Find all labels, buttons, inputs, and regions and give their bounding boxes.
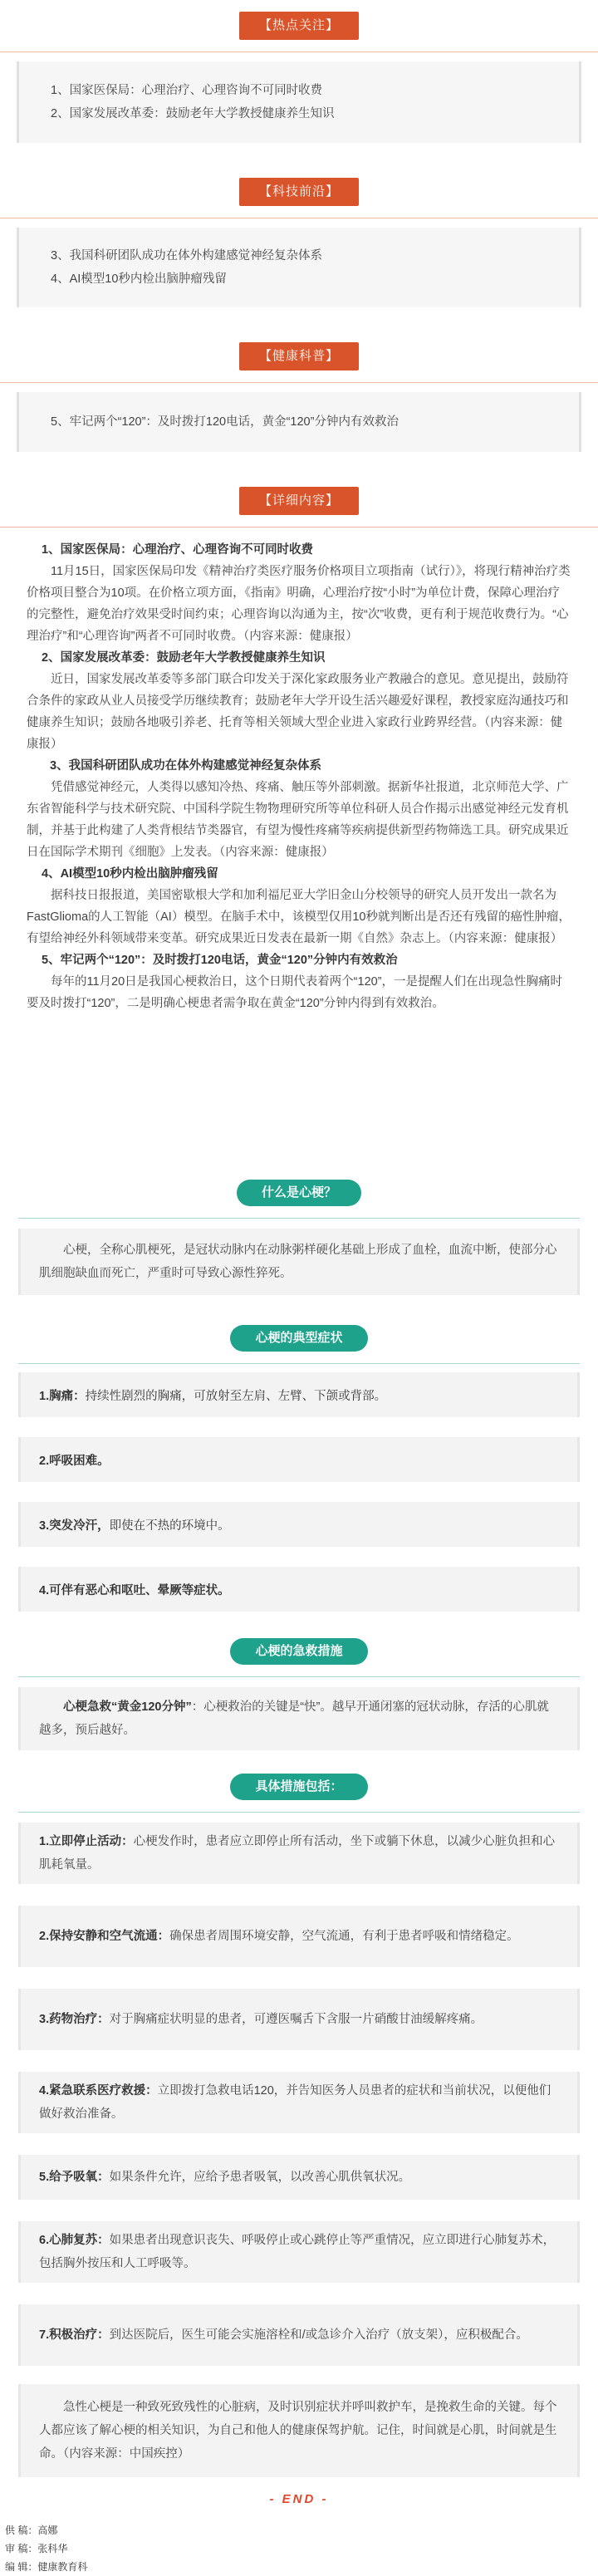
measure-label: 3.药物治疗：	[39, 2013, 110, 2026]
symptom-item	[18, 1372, 580, 1417]
symptom-text: 即使在不热的环境中。	[109, 1519, 230, 1533]
symptom-label: 3.突发冷汗，	[39, 1519, 110, 1533]
credit-review: 审 稿：张科华	[5, 2543, 68, 2554]
symptom-item	[18, 1437, 580, 1482]
closing-text: 急性心梗是一种致死致残性的心脏病，及时识别症状并呼叫救护车，是挽救生命的关键。每个人都应该了解心梗的相关知识，为自己和他人的健康保驾护航。记住，时间就是心肌，时间就是生命。（内容来源：中国疾控）	[39, 2401, 557, 2461]
rescue-label: 心梗急救“黄金120分钟”	[63, 1700, 192, 1714]
tech-box	[17, 228, 581, 307]
measure-item	[18, 2304, 580, 2366]
what-box	[18, 1229, 580, 1295]
science-box	[17, 392, 581, 452]
measures-header-wrap	[0, 1750, 598, 1800]
tech-header-wrap	[0, 143, 598, 206]
hot-item: 2、国家发展改革委：鼓励老年大学教授健康养生知识	[51, 107, 335, 120]
symptom-item	[18, 1567, 580, 1612]
symptoms-header-wrap	[0, 1295, 598, 1352]
rescue-header: 心梗的急救措施	[230, 1638, 367, 1665]
closing-box	[18, 2384, 580, 2477]
measure-label: 4.紧急联系医疗救援：	[39, 2084, 158, 2098]
measure-text: 立即拨打急救电话120，并告知医务人员患者的症状和当前状况，以便他们做好救治准备。	[39, 2084, 551, 2121]
divider	[18, 1363, 580, 1364]
measure-label: 5.给予吸氧：	[39, 2171, 110, 2184]
symptom-item	[18, 1502, 580, 1547]
symptom-label: 4.可伴有恶心和呕吐、晕厥等症状。	[39, 1583, 230, 1597]
rescue-text: ：心梗救治的关键是“快”。越早开通闭塞的冠状动脉，存活的心肌就越多，预后越好。	[39, 1700, 549, 1737]
detail-title: 2、国家发展改革委：鼓励老年大学教授健康养生知识	[42, 651, 326, 665]
symptoms-header: 心梗的典型症状	[230, 1325, 367, 1352]
measure-text: 如果患者出现意识丧失、呼吸停止或心跳停止等严重情况，应立即进行心肺复苏术，包括胸外按压和人工呼吸等。	[39, 2234, 556, 2270]
science-header: 【健康科普】	[239, 342, 359, 370]
detail-title: 1、国家医保局：心理治疗、心理咨询不可同时收费	[42, 543, 314, 557]
measure-paragraph	[39, 1925, 519, 1948]
science-item: 5、牢记两个“120”：及时拨打120电话，黄金“120”分钟内有效救治	[51, 415, 399, 429]
what-text: 心梗，全称心肌梗死，是冠状动脉内在动脉粥样硬化基础上形成了血栓，血流中断，使部分心肌细胞缺血而死亡，严重时可导致心源性猝死。	[39, 1244, 557, 1280]
detail-title: 3、我国科研团队成功在体外构建感觉神经复杂体系	[50, 759, 322, 773]
measure-label: 7.积极治疗：	[39, 2328, 110, 2342]
measure-paragraph	[39, 2166, 410, 2189]
detail-text: 凭借感觉神经元，人类得以感知冷热、疼痛、触压等外部刺激。据新华社报道，北京师范大学、广东省智能科学与技术研究院、中国科学院生物物理研究所等单位科研人员合作揭示出感觉神经元发育机制，并基于此构建了人类背根结节类器官，有望为慢性疼痛等疾病提供新型药物筛选工具。研究成果近日在国际学术期刊《细胞》上发表。（内容来源：健康报）	[27, 781, 569, 859]
end-mark: - END -	[269, 2492, 329, 2506]
measure-text: 对于胸痛症状明显的患者，可遵医嘱舌下含服一片硝酸甘油缓解疼痛。	[109, 2013, 483, 2026]
detail-text: 每年的11月20日是我国心梗救治日，这个日期代表着两个“120”，一是提醒人们在出现急性胸痛时要及时拨打“120”，二是明确心梗患者需争取在黄金“120”分钟内得到有效救治。	[27, 975, 563, 1010]
measure-paragraph	[39, 2008, 483, 2031]
divider	[18, 1812, 580, 1813]
detail-text: 据科技日报报道，美国密歇根大学和加利福尼亚大学旧金山分校领导的研究人员开发出一款名为FastGlioma的人工智能（AI）模型。在脑手术中，该模型仅用10秒就判断出是否还有残留的癌性肿瘤，有望给神经外科领域带来变革。研究成果近日发表在最新一期《自然》杂志上。（内容来源：健康报）	[27, 889, 571, 945]
rescue-header-wrap	[0, 1612, 598, 1665]
measure-item	[18, 2221, 580, 2283]
detail-content	[0, 527, 598, 1166]
symptom-label: 2.呼吸困难。	[39, 1454, 110, 1468]
measure-label: 1.立即停止活动：	[39, 1835, 134, 1848]
measure-text: 确保患者周围环境安静，空气流通，有利于患者呼吸和情绪稳定。	[169, 1930, 519, 1943]
hot-item: 1、国家医保局：心理治疗、心理咨询不可同时收费	[51, 84, 323, 97]
detail-header-wrap	[0, 452, 598, 515]
credit-supply: 供 稿：高娜	[5, 2524, 58, 2536]
detail-text: 近日，国家发展改革委等多部门联合印发关于深化家政服务业产教融合的意见。意见提出，鼓励符合条件的家政从业人员接受学历继续教育；鼓励老年大学开设生活兴趣爱好课程，教授家庭沟通技巧和健康养生知识；鼓励各地吸引养老、托育等相关领域大型企业进入家政行业跨界经营。（内容来源：健康报）	[27, 673, 569, 751]
measure-label: 6.心肺复苏：	[39, 2234, 110, 2247]
divider	[0, 382, 598, 383]
tech-item: 4、AI模型10秒内检出脑肿瘤残留	[51, 272, 227, 286]
measure-text: 到达医院后，医生可能会实施溶栓和/或急诊介入治疗（放支架），应积极配合。	[109, 2328, 528, 2342]
what-header-wrap	[0, 1166, 598, 1206]
hot-header-wrap	[0, 0, 598, 40]
symptom-text: 持续性剧烈的胸痛，可放射至左肩、左臂、下颌或背部。	[85, 1389, 387, 1403]
measure-paragraph	[39, 2323, 528, 2347]
detail-title: 5、牢记两个“120”：及时拨打120电话，黄金“120”分钟内有效救治	[42, 954, 398, 967]
symptom-label: 1.胸痛：	[39, 1389, 86, 1403]
measure-paragraph	[39, 2229, 559, 2275]
measure-item	[18, 2072, 580, 2133]
detail-text: 11月15日，国家医保局印发《精神治疗类医疗服务价格项目立项指南（试行）》，将现行精神治疗类价格项目整合为10项。在价格立项方面，《指南》明确，心理治疗按“小时”为单位计费，保障心理治疗的完整性，避免治疗效果受时间约束；心理咨询以沟通为主，按“次”收费，更有利于规范收费行为。“心理治疗”和“心理咨询”两者不可同时收费。（内容来源：健康报）	[27, 565, 571, 643]
divider	[18, 1676, 580, 1677]
rescue-box	[18, 1687, 580, 1750]
hot-header: 【热点关注】	[239, 12, 359, 40]
measure-paragraph	[39, 2079, 559, 2126]
what-header: 什么是心梗？	[237, 1180, 361, 1206]
measure-text: 如果条件允许，应给予患者吸氧，以改善心肌供氧状况。	[109, 2171, 411, 2184]
hot-box	[17, 61, 581, 143]
detail-title: 4、AI模型10秒内检出脑肿瘤残留	[42, 867, 218, 881]
measure-item	[18, 1823, 580, 1884]
measure-text: 心梗发作时，患者应立即停止所有活动，坐下或躺下休息，以减少心脏负担和心肌耗氧量。	[39, 1835, 556, 1872]
measure-item	[18, 1989, 580, 2050]
measure-item	[18, 1906, 580, 1967]
divider	[18, 1218, 580, 1219]
credit-edit: 编 辑：健康教育科	[5, 2561, 88, 2573]
tech-item: 3、我国科研团队成功在体外构建感觉神经复杂体系	[51, 249, 323, 263]
credits	[0, 2521, 598, 2576]
detail-header: 【详细内容】	[239, 487, 359, 515]
measures-header: 具体措施包括：	[230, 1774, 367, 1800]
science-header-wrap	[0, 307, 598, 370]
tech-header: 【科技前沿】	[239, 178, 359, 206]
rescue-paragraph	[39, 1695, 559, 1742]
measure-paragraph	[39, 1830, 559, 1877]
measure-item	[18, 2155, 580, 2200]
measure-label: 2.保持安静和空气流通：	[39, 1930, 170, 1943]
